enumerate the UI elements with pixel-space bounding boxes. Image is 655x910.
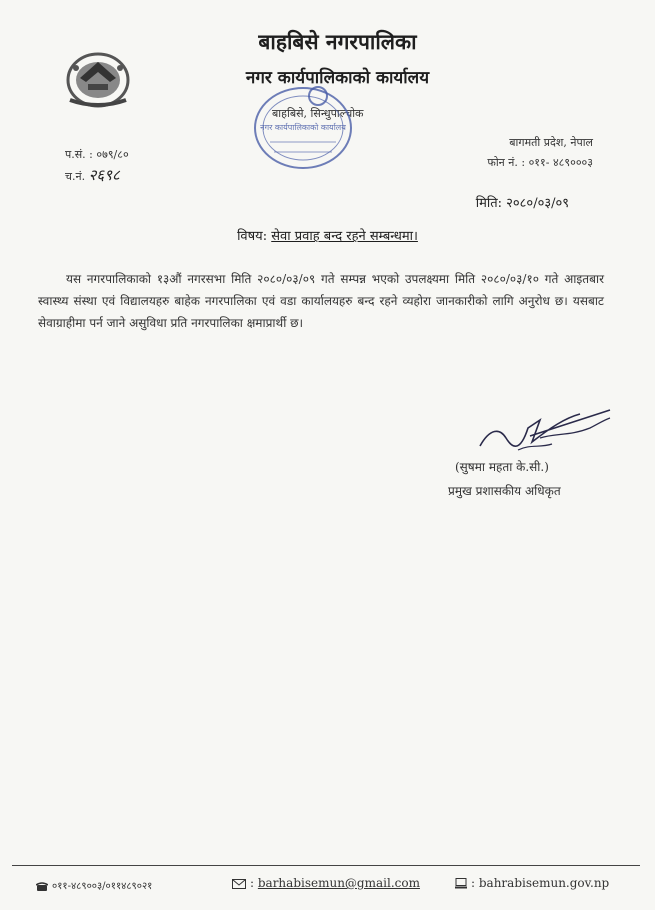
phone-number: फोन नं. : ०११- ४८९०००३ xyxy=(487,156,593,169)
subject-text: सेवा प्रवाह बन्द रहने सम्बन्धमा। xyxy=(271,229,418,244)
contact-block xyxy=(487,133,593,173)
dispatch-number xyxy=(65,165,129,187)
letter-date: मिति: २०८०/०३/०९ xyxy=(475,196,569,211)
footer-phone xyxy=(36,878,152,892)
office-name: नगर कार्यपालिकाको कार्यालय xyxy=(245,68,430,88)
office-address: बाहबिसे, सिन्धुपाल्चोक xyxy=(272,107,364,120)
letter-number: प.सं. : ०७९/८० xyxy=(65,148,129,161)
dispatch-value: २६९८ xyxy=(88,166,120,184)
footer-website[interactable]: : bahrabisemun.gov.np xyxy=(455,876,609,890)
footer-website-text[interactable]: bahrabisemun.gov.np xyxy=(478,876,610,890)
footer-email-text[interactable]: barhabisemun@gmail.com xyxy=(257,876,420,890)
computer-icon xyxy=(455,878,467,889)
phone-icon xyxy=(36,882,48,892)
footer-phone-text: ०११-४८९००३/०११४८९०२१ xyxy=(52,881,153,892)
reference-block xyxy=(65,145,129,187)
subject-label: विषय: xyxy=(237,229,268,244)
signature xyxy=(470,398,620,458)
organization-name: बाहबिसे नगरपालिका xyxy=(258,29,417,54)
office-stamp xyxy=(248,80,358,180)
province: बागमती प्रदेश, नेपाल xyxy=(509,136,593,149)
mail-icon xyxy=(232,879,246,889)
signatory-name: (सुषमा महता के.सी.) xyxy=(455,460,549,474)
signatory-title: प्रमुख प्रशासकीय अधिकृत xyxy=(448,484,561,498)
subject-line xyxy=(0,226,655,244)
footer-divider xyxy=(12,865,640,866)
dispatch-label: च.नं. xyxy=(65,170,86,183)
stamp-text: नगर कार्यपालिकाको कार्यालय xyxy=(260,123,346,132)
letter-body: यस नगरपालिकाको १३औं नगरसभा मिति २०८०/०३/०९ गते सम्पन्न भएको उपलक्ष्यमा मिति २०८०/०३/१० गते आइतबार स्वास्थ्य संस्था एवं विद्यालयहरु बाहेक नगरपालिका एवं वडा कार्यालयहरु बन्द रहने व्यहोरा जानकारीको लागि अनुरोध छ। यसबाट सेवाग्राहीमा पर्न जाने असुविधा प्रति नगरपालिका क्षमाप्रार्थी छ। xyxy=(38,272,604,330)
footer-email[interactable]: : barhabisemun@gmail.com xyxy=(232,876,420,890)
